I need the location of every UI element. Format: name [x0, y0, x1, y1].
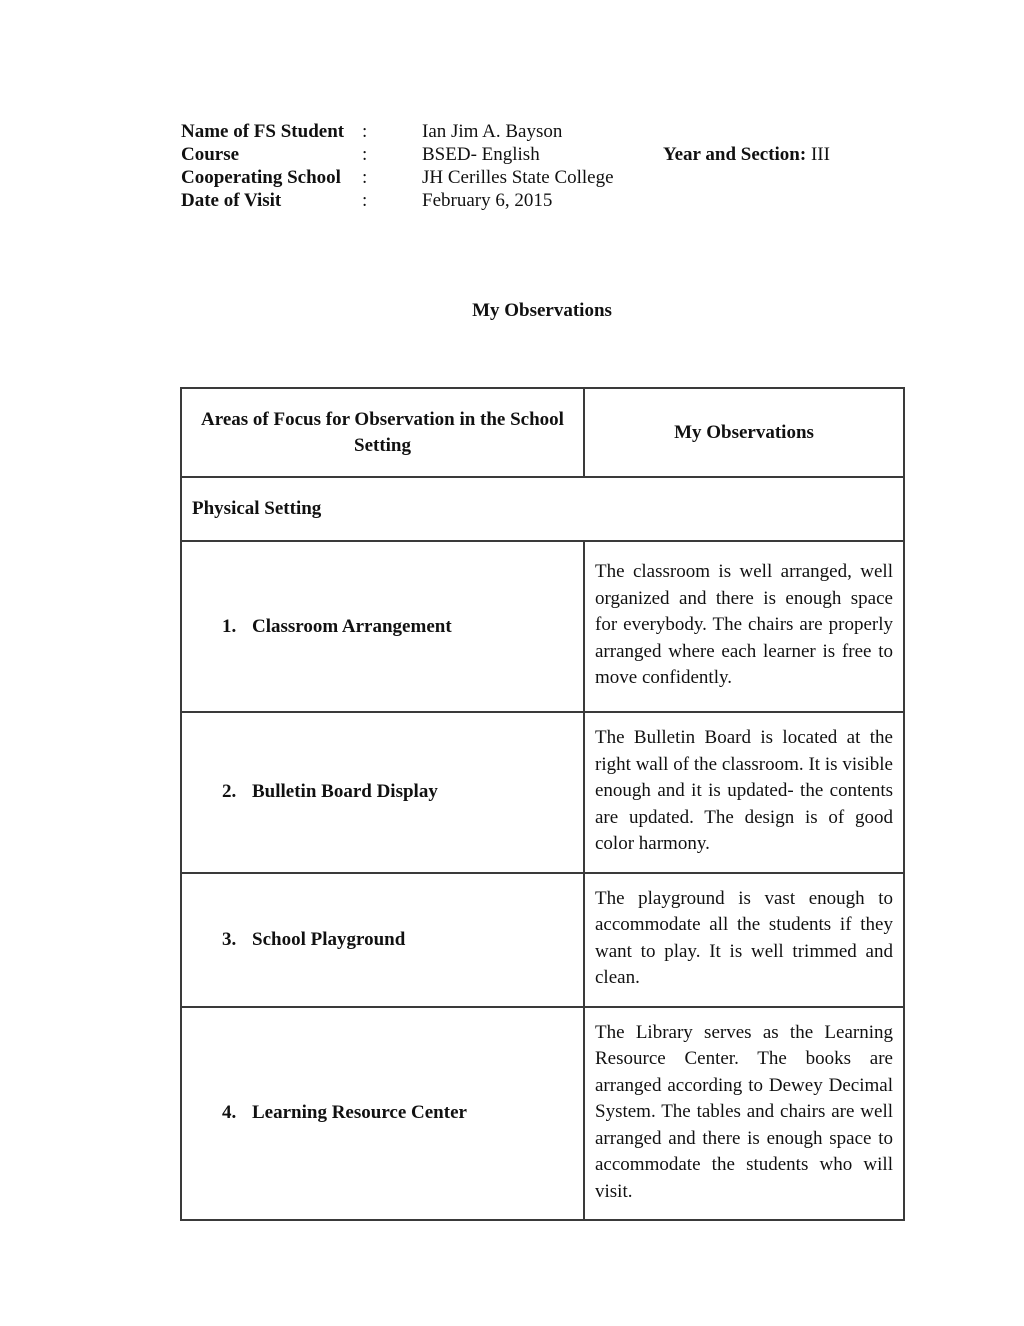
item-number: 4.: [222, 1102, 237, 1124]
area-cell: [181, 873, 584, 1007]
school-row: [181, 166, 881, 189]
student-name-row: [181, 120, 881, 143]
colon: :: [362, 144, 368, 165]
observation-table: [180, 387, 905, 1221]
student-info-block: [181, 120, 881, 212]
item-number: 1.: [222, 615, 237, 637]
section-row: [181, 477, 904, 541]
page-title: My Observations: [472, 300, 612, 321]
area-label: School Playground: [252, 928, 406, 950]
table-header-row: [181, 388, 904, 477]
item-number: 3.: [222, 928, 237, 950]
observation-cell: The classroom is well arranged, well organized and there is enough space for everybody. The chairs are properly arranged where each learner is free to move confidently.: [584, 541, 904, 712]
date-value: February 6, 2015: [422, 190, 553, 211]
course-label: Course: [181, 144, 240, 165]
course-value: BSED- English: [422, 144, 540, 165]
year-section-value: III: [810, 144, 830, 165]
area-cell: [181, 1007, 584, 1221]
observation-cell: The Library serves as the Learning Resource Center. The books are arranged according to Dewey Decimal System. The tables and chairs are well arranged and there is enough space to accommodate the students who will visit.: [584, 1007, 904, 1221]
item-number: 2.: [222, 781, 237, 803]
school-value: JH Cerilles State College: [422, 167, 614, 188]
year-section: [663, 143, 830, 166]
date-row: [181, 189, 881, 212]
year-section-label: Year and Section:: [663, 144, 807, 165]
student-name-label: Name of FS Student: [181, 121, 345, 142]
observation-cell: The playground is vast enough to accommodate all the students if they want to play. It is well trimmed and clean.: [584, 873, 904, 1007]
school-label: Cooperating School: [181, 167, 341, 188]
colon: :: [362, 121, 368, 142]
col-header-areas: Areas of Focus for Observation in the School Setting: [181, 388, 584, 477]
table-row: [181, 541, 904, 712]
student-name-value: Ian Jim A. Bayson: [422, 121, 563, 142]
observation-cell: The Bulletin Board is located at the right wall of the classroom. It is visible enough and it is updated- the contents are updated. The design is of good color harmony.: [584, 712, 904, 873]
colon: :: [362, 167, 368, 188]
table-row: [181, 712, 904, 873]
course-row: [181, 143, 881, 166]
area-cell: [181, 541, 584, 712]
area-label: Learning Resource Center: [252, 1102, 467, 1124]
col-header-observations: My Observations: [584, 388, 904, 477]
area-label: Classroom Arrangement: [252, 615, 452, 637]
area-cell: [181, 712, 584, 873]
date-label: Date of Visit: [181, 190, 282, 211]
colon: :: [362, 190, 368, 211]
section-label: Physical Setting: [181, 477, 904, 541]
table-row: [181, 1007, 904, 1221]
area-label: Bulletin Board Display: [252, 781, 438, 803]
table-row: [181, 873, 904, 1007]
